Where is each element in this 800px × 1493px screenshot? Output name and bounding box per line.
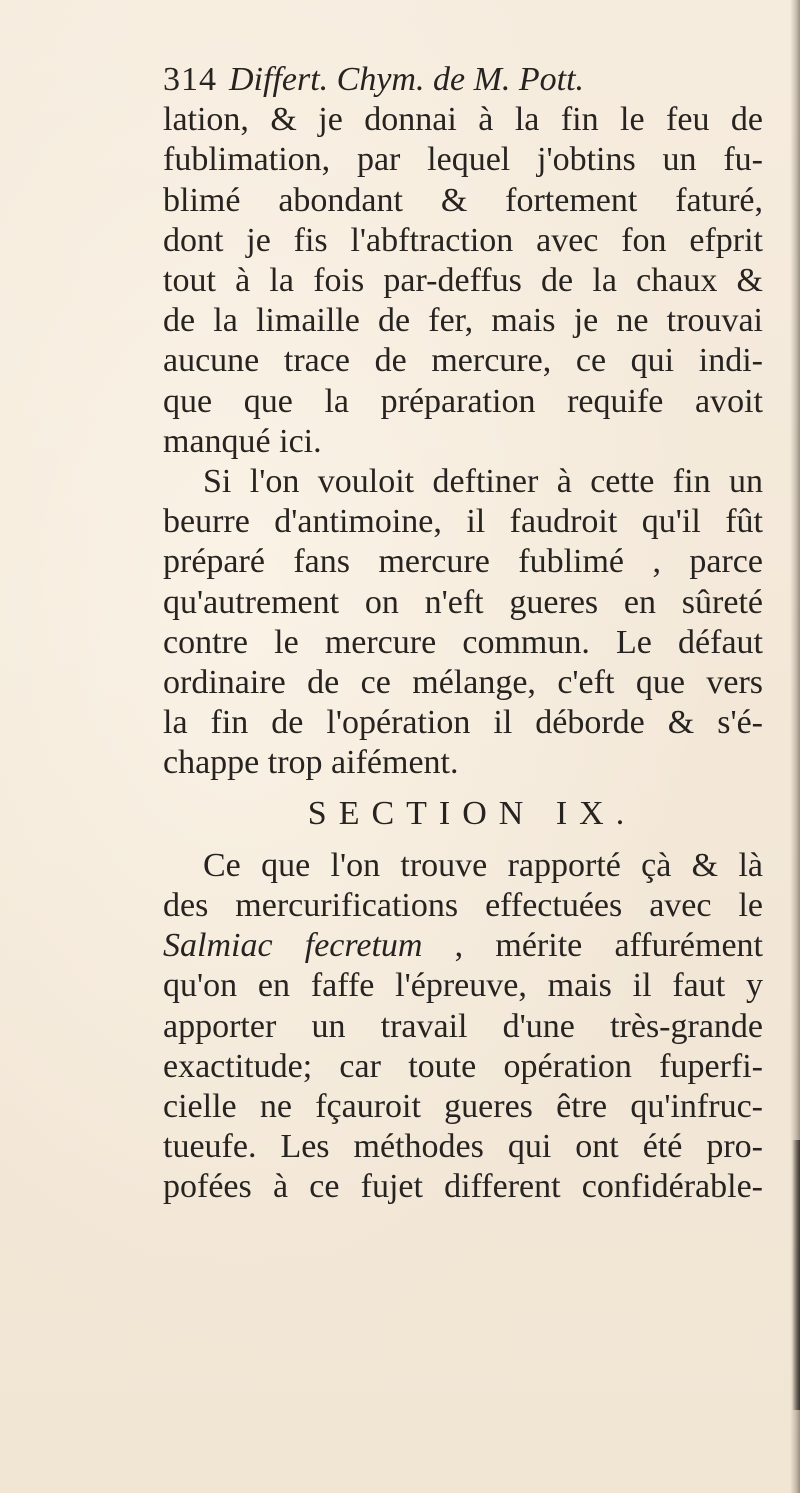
text-line: pofées à ce fujet different confidérable-: [163, 1168, 763, 1206]
text-line: manqué ici.: [163, 422, 322, 460]
text-line: ordinaire de ce mélange, c'eft que vers: [163, 664, 763, 702]
text-line: tout à la fois par-deffus de la chaux &: [163, 262, 763, 300]
page-text: [163, 60, 763, 1208]
page-edge-dark-strip: [792, 1140, 800, 1410]
running-title: Differt. Chym. de M. Pott.: [229, 61, 585, 98]
text-line: lation, & je donnai à la fin le feu de: [163, 101, 763, 139]
text-line: [163, 926, 763, 966]
text-line: cielle ne fçauroit gueres être qu'infruc-: [163, 1088, 763, 1126]
text-line: la fin de l'opération il déborde & s'é-: [163, 704, 763, 742]
text-line: apporter un travail d'une très-grande: [163, 1007, 763, 1045]
text-line: exactitude; car toute opération fuperfi-: [163, 1047, 763, 1085]
text-line: dont je fis l'abftraction avec fon efprit: [163, 221, 763, 259]
paragraph-2: [163, 462, 763, 784]
text-line: beurre d'antimoine, il faudroit qu'il fût: [163, 503, 763, 541]
paragraph-1: [163, 100, 763, 462]
text-line: des mercurifications effectuées avec le: [163, 887, 763, 925]
text-line: chappe trop aifément.: [163, 744, 459, 782]
text-line: Ce que l'on trouve rapporté çà & là: [203, 846, 763, 884]
running-header: [163, 60, 763, 100]
text-line: fublimation, par lequel j'obtins un fu-: [163, 141, 763, 179]
text-line: qu'autrement on n'eft gueres en sûreté: [163, 583, 763, 621]
text-line: que que la préparation requife avoit: [163, 382, 763, 420]
text-fragment: , mérite affurément: [422, 927, 763, 965]
text-line: qu'on en faffe l'épreuve, mais il faut y: [163, 967, 763, 1005]
italic-term: Salmiac fecretum: [163, 927, 423, 965]
section-heading: SECTION IX.: [307, 794, 637, 832]
text-line: blimé abondant & fortement faturé,: [163, 181, 763, 219]
paragraph-3: [163, 846, 763, 1208]
page-number: 314: [163, 61, 217, 98]
text-line: tueufe. Les méthodes qui ont été pro-: [163, 1128, 763, 1166]
text-line: Si l'on vouloit deftiner à cette fin un: [203, 463, 763, 501]
text-line: aucune trace de mercure, ce qui indi-: [163, 342, 763, 380]
text-line: de la limaille de fer, mais je ne trouvai: [163, 302, 763, 340]
text-line: contre le mercure commun. Le défaut: [163, 623, 763, 661]
text-line: préparé fans mercure fublimé , parce: [163, 543, 763, 581]
